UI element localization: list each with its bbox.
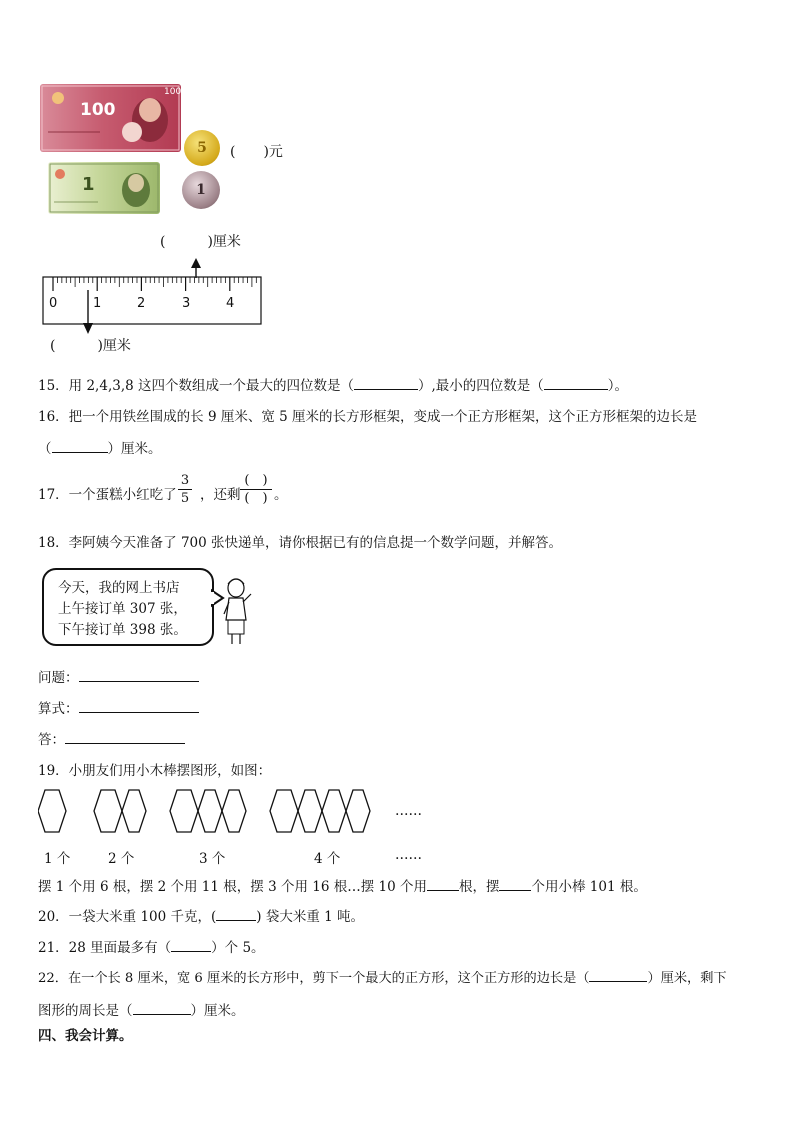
hexagon-3-3 xyxy=(222,790,246,832)
q18-question-row: 问题： xyxy=(38,666,199,686)
money-answer-blank[interactable]: ( )元 xyxy=(230,144,283,160)
teacher-figure-icon xyxy=(220,576,254,646)
q19-dots-bottom: …… xyxy=(395,847,422,863)
banknote-100 xyxy=(40,84,181,152)
ruler-top-label[interactable]: ( )厘米 xyxy=(160,234,241,250)
ruler-bottom-arrow xyxy=(83,323,93,334)
q17-fraction-eaten: $\frac{3}{5}$ xyxy=(178,472,192,507)
hexagon-2-2 xyxy=(122,790,146,832)
ruler-tick-0: 0 xyxy=(49,296,58,311)
hexagon-4-3 xyxy=(322,790,346,832)
ruler-bottom-label[interactable]: ( )厘米 xyxy=(50,338,131,354)
q16-blank[interactable] xyxy=(52,440,108,453)
question-15: 15．用 2,4,3,8 这四个数组成一个最大的四位数是（ ）,最小的四位数是（ ）。 xyxy=(38,378,629,394)
ruler xyxy=(38,250,268,336)
question-22-line1: 22．在一个长 8 厘米，宽 6 厘米的长方形中，剪下一个最大的正方形，这个正方形的边长是（ ）厘米，剩下 xyxy=(38,971,727,986)
question-20: 20．一袋大米重 100 千克，( ) 袋大米重 1 吨。 xyxy=(38,909,365,925)
q18-formula-blank[interactable] xyxy=(79,700,199,713)
emblem-icon xyxy=(55,169,65,179)
ruler-tick-3: 3 xyxy=(182,296,191,311)
banknote-1-art xyxy=(48,162,160,214)
hexagon-4-2 xyxy=(298,790,322,832)
banknote-100-corner: 100 xyxy=(164,87,182,97)
question-19-text: 19．小朋友们用小木棒摆图形，如图： xyxy=(38,763,272,779)
q15-blank-min[interactable] xyxy=(544,377,608,390)
q19-dots-top: …… xyxy=(395,803,422,819)
q17-fraction-blank[interactable]: ( ) ( ) xyxy=(240,472,272,507)
coin-5jiao: 5 xyxy=(184,130,220,166)
section-4-heading: 四、我会计算。 xyxy=(38,1028,133,1044)
question-17-text: 17．一个蛋糕小红吃了 xyxy=(38,487,177,503)
q19-count-3: 3 个 xyxy=(199,851,226,867)
ruler-tick-2: 2 xyxy=(137,296,146,311)
banknote-1 xyxy=(48,162,160,214)
hexagon-3-1 xyxy=(170,790,198,832)
hexagon-2-1 xyxy=(94,790,122,832)
q19-count-1: 1 个 xyxy=(44,851,71,867)
question-18-text: 18．李阿姨今天准备了 700 张快递单，请你根据已有的信息提一个数学问题，并解答。 xyxy=(38,535,563,551)
q18-formula-row: 算式： xyxy=(38,697,199,717)
q19-blank-count[interactable] xyxy=(499,878,531,891)
speech-bubble-text: 今天，我的网上书店 上午接订单 307 张， 下午接订单 398 张。 xyxy=(58,580,187,638)
emblem-icon xyxy=(52,92,64,104)
q19-count-2: 2 个 xyxy=(108,851,135,867)
question-16-line2: （ ）厘米。 xyxy=(38,441,162,457)
q18-question-blank[interactable] xyxy=(79,669,199,682)
hexagon-1-1 xyxy=(38,790,66,832)
question-21: 21．28 里面最多有（ ）个 5。 xyxy=(38,940,265,956)
question-16-line1: 16．把一个用铁丝围成的长 9 厘米、宽 5 厘米的长方形框架，变成一个正方形框架，这个正方形框架的边长是 xyxy=(38,409,698,425)
q18-answer-row: 答： xyxy=(38,728,185,748)
hexagon-4-4 xyxy=(346,790,370,832)
banknote-1-value: 1 xyxy=(82,174,95,195)
coin-1yuan: 1 xyxy=(182,171,220,209)
q20-blank[interactable] xyxy=(216,908,256,921)
q22-blank-side[interactable] xyxy=(589,969,647,982)
q19-blank-sticks[interactable] xyxy=(427,878,459,891)
banknote-100-value: 100 xyxy=(80,100,116,120)
question-17-end: 。 xyxy=(274,487,288,503)
hexagon-patterns xyxy=(38,788,378,836)
question-22-line2: 图形的周长是（ ）厘米。 xyxy=(38,1003,245,1019)
hexagon-3-2 xyxy=(198,790,222,832)
hexagon-4-1 xyxy=(270,790,298,832)
q18-answer-blank[interactable] xyxy=(65,731,185,744)
ruler-tick-4: 4 xyxy=(226,296,235,311)
q21-blank[interactable] xyxy=(171,939,211,952)
question-19-answer: 摆 1 个用 6 根，摆 2 个用 11 根，摆 3 个用 16 根…摆 10 个用 根，摆 个用小棒 101 根。 xyxy=(38,879,647,895)
ruler-ticks xyxy=(53,277,256,291)
question-17-mid: ，还剩 xyxy=(200,487,241,503)
q22-blank-perimeter[interactable] xyxy=(133,1002,191,1015)
q15-blank-max[interactable] xyxy=(354,377,418,390)
q19-count-4: 4 个 xyxy=(314,851,341,867)
ruler-tick-1: 1 xyxy=(93,296,102,311)
